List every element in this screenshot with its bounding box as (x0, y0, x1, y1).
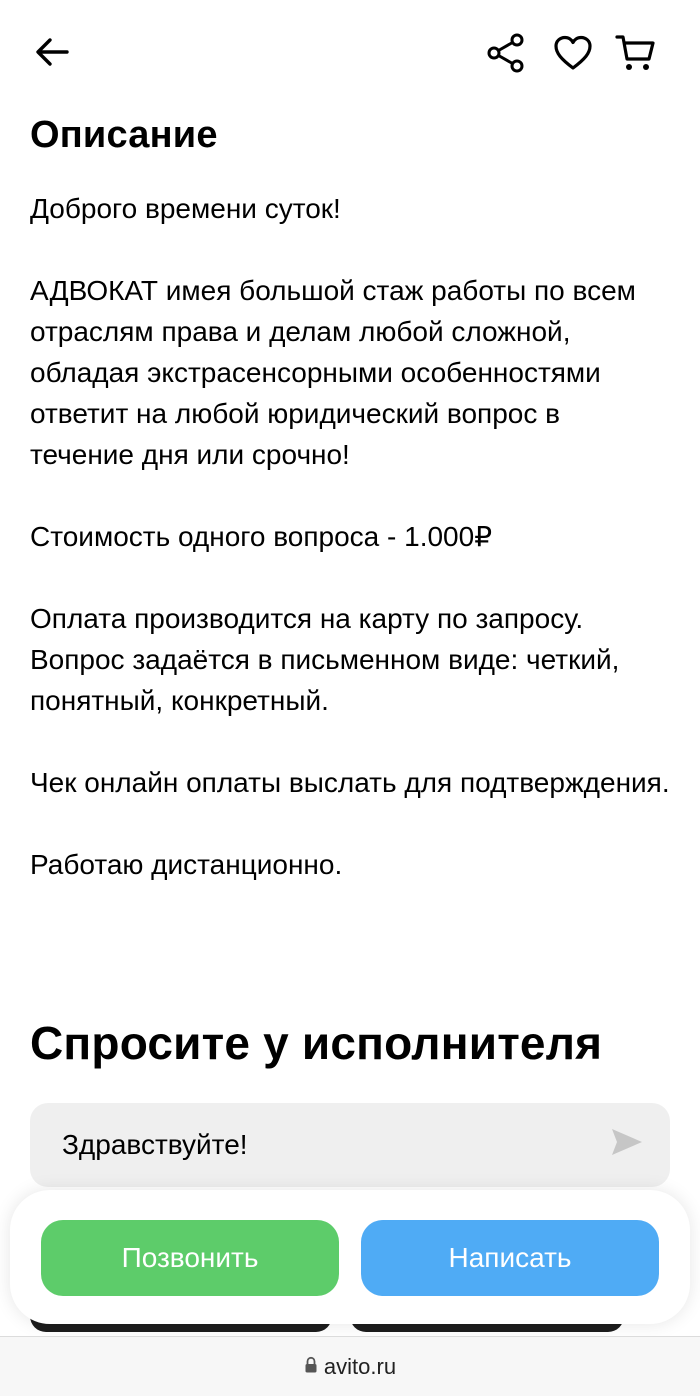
description-text (30, 188, 670, 885)
share-button[interactable] (481, 28, 531, 78)
description-paragraph: Работаю дистанционно. (30, 849, 343, 880)
description-paragraph: Оплата производится на карту по запросу. Вопрос задаётся в письменном виде: четкий, понятный, конкретный. (30, 603, 620, 716)
heart-icon (553, 35, 593, 71)
message-input[interactable] (62, 1121, 582, 1169)
top-bar (0, 0, 700, 104)
back-button[interactable] (28, 28, 76, 76)
contact-actions-sheet (10, 1190, 690, 1324)
url-text: avito.ru (323, 1353, 397, 1379)
share-icon (487, 33, 525, 73)
cart-icon (615, 33, 655, 73)
ask-seller-title: Спросите у исполнителя (30, 1017, 603, 1069)
description-paragraph: АДВОКАТ имея большой стаж работы по всем отраслям права и делам любой сложной, обладая экстрасенсорными особенностями ответит на любой юридический вопрос в течение дня или срочно! (30, 275, 636, 470)
description-paragraph: Стоимость одного вопроса - 1.000₽ (30, 521, 493, 552)
send-icon (610, 1127, 644, 1157)
message-box (30, 1103, 670, 1187)
call-button[interactable]: Позвонить (41, 1220, 339, 1296)
send-button[interactable] (610, 1127, 650, 1167)
arrow-left-icon (35, 37, 69, 67)
write-button[interactable]: Написать (361, 1220, 659, 1296)
description-paragraph: Доброго времени суток! (30, 193, 341, 224)
description-title: Описание (30, 114, 218, 156)
cart-button[interactable] (610, 28, 660, 78)
description-paragraph: Чек онлайн оплаты выслать для подтверждения. (30, 767, 670, 798)
favorite-button[interactable] (548, 28, 598, 78)
lock-icon (304, 1354, 318, 1380)
browser-url-bar[interactable] (0, 1336, 700, 1396)
